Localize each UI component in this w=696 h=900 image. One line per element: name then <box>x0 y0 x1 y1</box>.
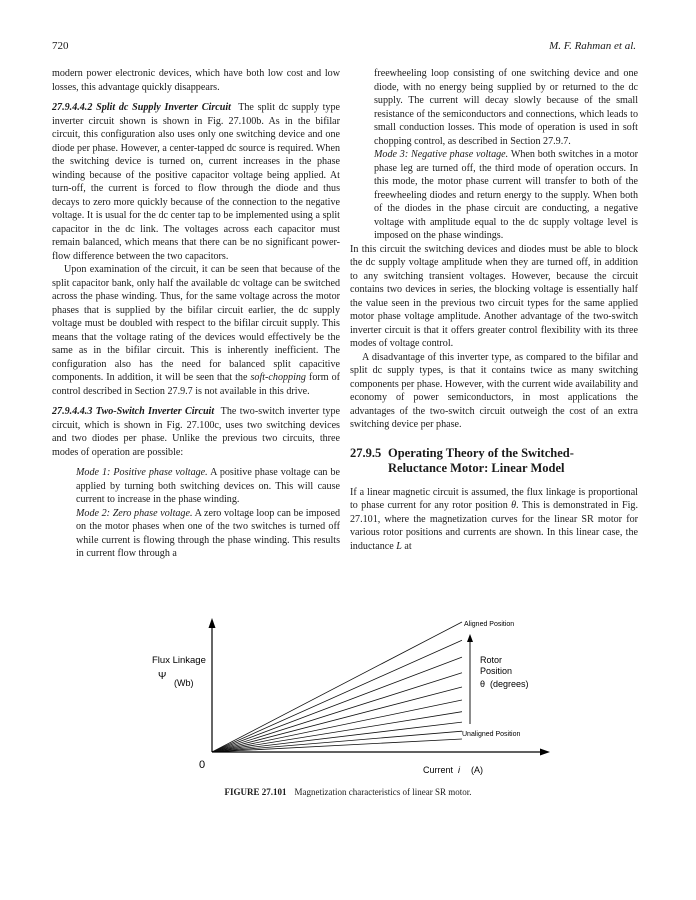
magnetization-line-8 <box>212 722 462 752</box>
mode-2-item: Mode 2: Zero phase voltage. A zero voltage loop can be imposed on the motor phases when one of the two switches is turned off while current is flowing through the phase winding. This results in current flow through a <box>76 507 341 559</box>
ylabel-unit: (Wb) <box>174 678 194 688</box>
figure-label: FIGURE 27.101 <box>224 787 287 797</box>
rotor-label: Rotor <box>480 655 503 665</box>
unaligned-position-label: Unaligned Position <box>462 731 521 738</box>
ylabel-flux-linkage: Flux Linkage <box>152 655 206 666</box>
left-column <box>52 67 340 561</box>
right-column <box>350 67 638 553</box>
figure-caption <box>0 787 696 797</box>
magnetization-line-3 <box>212 657 462 752</box>
page-number: 720 <box>52 40 69 52</box>
paragraph-two-switch: 27.9.4.4.3 Two-Switch Inverter Circuit The two-switch inverter type circuit, which is shown in Fig. 27.100c, uses two switching devices and two diodes per phase. Unlike the previous two circuits, three modes of operation are possible: <box>52 406 340 458</box>
magnetization-line-6 <box>212 700 462 752</box>
paragraph-intro: modern power electronic devices, which have both low cost and low losses, this advantage quickly disappears. <box>52 68 340 93</box>
mode-3-item: Mode 3: Negative phase voltage. When both switches in a motor phase leg are turned off, the third mode of operation occurs. In this mode, the motor phase current will transfer to both of the freewheeling diodes and return energy to the supply. When both of the diodes in the phase circuit are conducting, a negative voltage with amplitude equal to the dc supply voltage level is imposed on the phase windings. <box>374 149 638 241</box>
magnetization-line-1 <box>212 622 462 752</box>
mode-2-continued: freewheeling loop consisting of one switching device and one diode, with no energy being supplied by or returned to the dc supply. The current will decay slowly because of the small resistance of the semiconductors and connections, which leads to small conduction losses. This mode of operation is used in soft chopping control, as described in Section 27.9.7. <box>374 68 638 147</box>
aligned-position-label: Aligned Position <box>464 621 515 628</box>
degrees-label: (degrees) <box>490 679 529 689</box>
y-axis-arrow <box>209 618 216 628</box>
x-axis-arrow <box>540 749 550 756</box>
magnetization-line-10 <box>212 739 462 752</box>
section-heading-27-9-5: 27.9.5 Operating Theory of the Switched- Reluctance Motor: Linear Model <box>350 445 574 475</box>
figure-caption-text: Magnetization characteristics of linear SR motor. <box>294 787 472 797</box>
magnetization-chart <box>140 612 560 782</box>
ylabel-psi: Ψ <box>158 671 167 682</box>
xlabel-i: i <box>458 765 460 775</box>
rotor-position-arrowhead <box>467 634 473 642</box>
xlabel-current: Current <box>423 765 454 775</box>
magnetization-line-2 <box>212 640 462 752</box>
theta-label: θ <box>480 679 486 689</box>
paragraph-disadvantage: A disadvantage of this inverter type, as compared to the bifilar and split dc supply types, is that it contains twice as many switching components per phase. However, with the current wide availability and economy of power semiconductors, in most applications the advantages of the two-switch circuit outweigh the cost of an extra switching device per phase. <box>350 351 638 430</box>
paragraph-upon-examination: Upon examination of the circuit, it can be seen that because of the split capacitor bank, only half the available dc voltage can be switched across the phase winding. Thus, for the same voltage across the motor phases that is supplied by the bifilar circuit earlier, the dc supply voltage must be doubled with respect to the bifilar circuit supply. This means that the voltage rating of the devices would effectively be the same as in the bifilar circuit. This is inherently inefficient. The configuration also has the need for balanced split capacitive components. In addition, it will be seen that the soft-chopping form of control described in Section 27.9.7 is not available in this drive. <box>52 264 341 397</box>
magnetization-line-7 <box>212 712 462 752</box>
subsection-heading-two-switch: 27.9.4.4.3 Two-Switch Inverter Circuit <box>52 406 215 417</box>
magnetization-line-5 <box>212 687 462 752</box>
subsection-heading-split-dc: 27.9.4.4.2 Split dc Supply Inverter Circuit <box>52 102 231 113</box>
xlabel-unit: (A) <box>471 765 483 775</box>
position-label: Position <box>480 666 513 676</box>
mode-1-item: Mode 1: Positive phase voltage. A positive phase voltage can be applied by turning both switching devices on. This will cause current to increase in the phase winding. <box>76 467 340 505</box>
paragraph-blocking: In this circuit the switching devices and diodes must be able to block the dc supply voltage amplitude when they are turned off, in addition to any switching transient voltages. However, because the circuit contains two devices in series, the blocking voltage is essentially half the value seen in the previous two circuit types for the same applied motor phase voltage amplitude. Another advantage of the two-switch inverter circuit is that it offers greater control flexibility with its three modes of voltage control. <box>350 243 638 349</box>
origin-label: 0 <box>199 759 206 771</box>
paragraph-split-dc: 27.9.4.4.2 Split dc Supply Inverter Circuit The split dc supply type inverter circuit shown is shown in Fig. 27.100b. As in the bifilar circuit, this configuration also uses only one switching device and one diode per phase. However, a center-tapped dc source is required. When the switching device is turned on, current increases in the phase winding because of the positive capacitor voltage being applied. At turn-off, the current is forced to flow through the diode and thus decays to zero more quickly because of the connection to the negative voltage. It is usual for the dc center tap to be implemented using a split capacitor in the dc link. The voltages across each capacitor must remain balanced, which means that there can be no significant power-flow difference between the two capacitors. <box>52 102 340 262</box>
chart-lines <box>212 622 462 752</box>
magnetization-line-4 <box>212 673 462 752</box>
paragraph-linear-model: If a linear magnetic circuit is assumed, the flux linkage is proportional to phase current for any rotor position θ. This is demonstrated in Fig. 27.101, where the magnetization curves for the linear SR motor for various rotor positions and currents are shown. In this linear case, the inductance L at <box>350 486 638 552</box>
magnetization-line-9 <box>212 731 462 752</box>
running-header-authors: M. F. Rahman et al. <box>549 40 636 52</box>
